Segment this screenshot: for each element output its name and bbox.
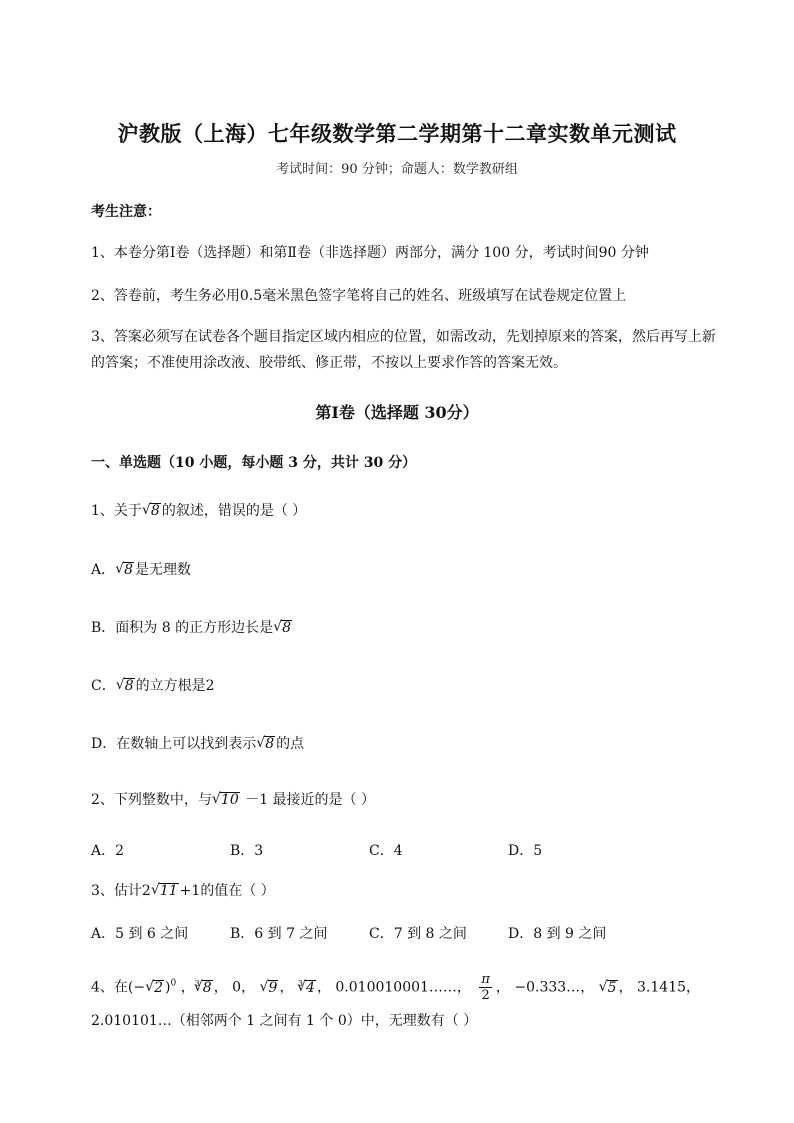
question-2: 2、下列整数中，与√ 10 －1 最接近的是（ ） <box>91 789 375 809</box>
q2-option-b: B．3 <box>230 843 264 859</box>
q2-option-a: A．2 <box>91 843 125 859</box>
q1-option-c: C．√ 8 的立方根是2 <box>91 675 215 695</box>
sqrt-symbol: √ 9 <box>261 980 279 996</box>
sqrt-symbol: √ 8 <box>257 736 275 752</box>
q1-option-d: D．在数轴上可以找到表示√ 8 的点 <box>91 733 304 753</box>
exam-subtitle: 考试时间：90 分钟；命题人：数学教研组 <box>276 162 518 177</box>
sqrt-symbol: √ 8 <box>143 503 161 519</box>
notice-item-3-cont: 的答案；不准使用涂改液、胶带纸、修正带，不按以上要求作答的答案无效。 <box>91 355 567 371</box>
sqrt-symbol: √ 5 <box>600 980 618 996</box>
question-4: 4、在(−√ 2 )$^0$ ，$^3$√ 8 ， 0， √ 9 ， $^3$√ 4 ， 0.010010001……， $\frac{\pi}{2}$ ， −0.333…， √ 5 ， 3.1415， <box>91 972 700 1003</box>
q3-option-a: A．5 到 6 之间 <box>91 926 189 942</box>
fraction-pi-over-2: $\frac{\pi}{2}$ <box>481 972 490 1003</box>
sqrt-symbol: √ 10 <box>213 792 240 808</box>
q2-option-d: D．5 <box>508 843 543 859</box>
q3-option-b: B．6 到 7 之间 <box>230 926 328 942</box>
question-1: 1、关于√ 8 的叙述，错误的是（ ） <box>91 500 306 520</box>
notice-item-2: 2、答卷前，考生务必用0.5毫米黑色签字笔将自己的姓名、班级填写在试卷规定位置上 <box>91 288 627 304</box>
question-3: 3、估计2√ 11 +1的值在（ ） <box>91 880 275 900</box>
notice-heading: 考生注意： <box>91 204 161 220</box>
notice-item-1: 1、本卷分第Ⅰ卷（选择题）和第Ⅱ卷（非选择题）两部分，满分 100 分，考试时间90 分钟 <box>91 245 649 261</box>
question-4-cont: 2.010101…（相邻两个 1 之间有 1 个 0）中，无理数有（ ） <box>91 1013 478 1029</box>
exam-title: 沪教版（上海）七年级数学第二学期第十二章实数单元测试 <box>117 121 677 146</box>
cbrt-symbol: √ 8 <box>195 980 213 996</box>
q3-option-d: D．8 到 9 之间 <box>508 926 607 942</box>
notice-item-3: 3、答案必须写在试卷各个题目指定区域内相应的位置，如需改动，先划掉原来的答案，然后再写上新 <box>91 329 716 345</box>
q1-option-a: A．√ 8 是无理数 <box>91 559 191 579</box>
section-title: 第Ⅰ卷（选择题 30分） <box>315 403 479 422</box>
cbrt-symbol: √ 4 <box>298 980 316 996</box>
sqrt-symbol: √ 8 <box>274 620 292 636</box>
q1-option-b: B．面积为 8 的正方形边长是√ 8 <box>91 617 293 637</box>
sqrt-symbol: √ 8 <box>117 678 135 694</box>
q3-option-c: C．7 到 8 之间 <box>369 926 467 942</box>
sqrt-symbol: √ 2 <box>146 980 164 996</box>
sqrt-symbol: √ 11 <box>152 883 179 899</box>
q2-option-c: C．4 <box>369 843 403 859</box>
sqrt-symbol: √ 8 <box>116 562 134 578</box>
part-heading: 一、单选题（10 小题，每小题 3 分，共计 30 分） <box>91 455 417 471</box>
